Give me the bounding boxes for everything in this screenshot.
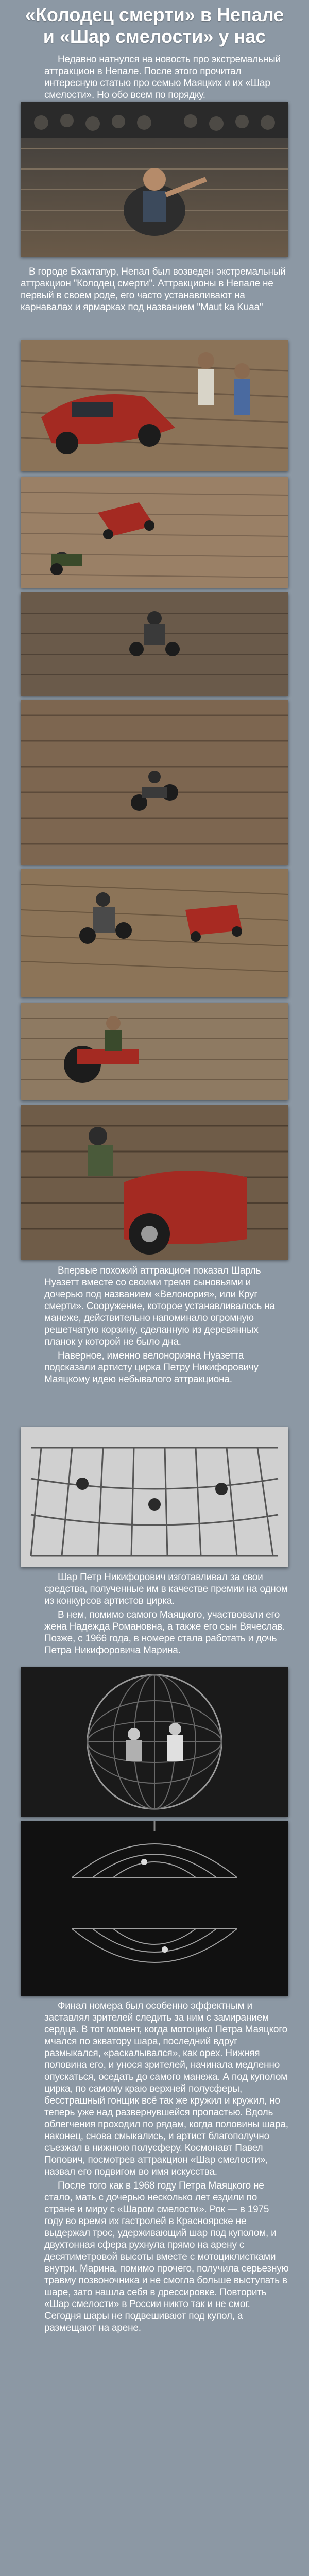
- title-line-1: «Колодец смерти» в Непале: [25, 4, 284, 25]
- photo-rider-and-cars: [21, 869, 288, 997]
- intro-paragraph: Недавно натнулся на новость про экстремальный аттракцион в Непале. После этого прочитал интересную статью про семью Маяцких и их «Шар смелости». Но обо всем по порядку.: [44, 54, 281, 100]
- photo-rider-red-car: [21, 1105, 288, 1260]
- title-line-2: и «Шар смелости» у нас: [43, 26, 266, 47]
- section4-paragraph-1: Шар Петр Никифорович изготавливал за свои средства, полученные им в качестве премии на одном из конкурсов артистов цирка.: [44, 1572, 288, 1606]
- section5-text: [44, 2000, 289, 2336]
- section3-paragraph-2: Наверное, именно велонорияна Нуазетта подсказали артисту цирка Петру Никифоровичу Маяцкому идею небывалого аттракциона.: [44, 1350, 259, 1385]
- photo-globe-rider: [21, 1667, 288, 1817]
- photo-car-on-wall: [21, 477, 288, 588]
- section3-paragraph-1: Впервые похожий аттракцион показал Шарль Нуазетт вместе со своими тремя сыновьями и дочерью под названием «Велонория», или Круг смерти». Сооружение, которое устанавливалось на манеже, действительно напоминало огромную решетчатую корзину, сделанную из деревянных планок у которой не было дна.: [44, 1265, 275, 1347]
- section5-paragraph-2: После того как в 1968 году Петра Маяцкого не стало, мать с дочерью несколько лет ездили по стране и миру с «Шаром смелости». Рок — в 1975 году во время их гастролей в Красноярске не выдержал трос, удерживающий шар под куполом, и двухтонная сфера рухнула прямо на арену с десятиметровой высоты вместе с мотоциклистками внутри. Марина, помимо прочего, получила серьезную травму позвоночника и не смогла больше выступать в шаре, зато нашла себя в дрессировке. Повторить «Шар смелости» в России никто так и не смог. Сегодня шары не подвешивают под купол, а размещают на арене.: [44, 2180, 289, 2333]
- photo-velonoria: [21, 1427, 288, 1567]
- section2-text: [21, 266, 288, 315]
- section3-text: [44, 1265, 289, 1387]
- page-title: [15, 4, 294, 47]
- photo-globe-opened: [21, 1821, 288, 1996]
- photo-motorcycle-wall: [21, 592, 288, 696]
- section2-paragraph: В городе Бхактапур, Непал был возведен экстремальный аттракцион "Колодец смерти". Аттракционы в Непале не первый в своем роде, его часто устанавливают на карнавалах и ярмарках под названием "Maut ka Kuaa": [21, 266, 286, 313]
- section4-paragraph-2: В нем, помимо самого Маяцкого, участвовали его жена Надежда Романовна, а также его сын Вячеслав. Позже, с 1966 года, в номере стала работать и дочь Петра Никифоровича Марина.: [44, 1609, 285, 1656]
- photo-rider-reaching: [21, 102, 288, 257]
- photo-red-car: [21, 340, 288, 471]
- photo-red-motorcycle: [21, 1003, 288, 1100]
- section4-text: [44, 1571, 289, 1658]
- intro-text: [44, 54, 289, 103]
- photo-wooden-wall: [21, 700, 288, 865]
- section5-paragraph-1: Финал номера был особенно эффектным и заставлял зрителей следить за ним с замиранием сердца. В тот момент, когда мотоцикл Петра Маяцкого мчался по экватору шара, последний вдруг размыкался, «раскалывался», как орех. Нижняя половина его, и унося зрителей, начинала медленно опускаться, оседать до самого манежа. А под куполом цирка, по самому краю верхней полусферы, бесстрашный гонщик всё так же кружил и кружил, но теперь уже над развернувшейся пропастью. Вдоль облегчения проходил по рядам, когда половины шара, наконец, снова смыкались, и артист благополучно съезжал в нижнюю полусферу. Космонавт Павел Попович, посмотрев аттракцион «Шар смелости», назвал его подвигом во имя искусства.: [44, 2001, 288, 2177]
